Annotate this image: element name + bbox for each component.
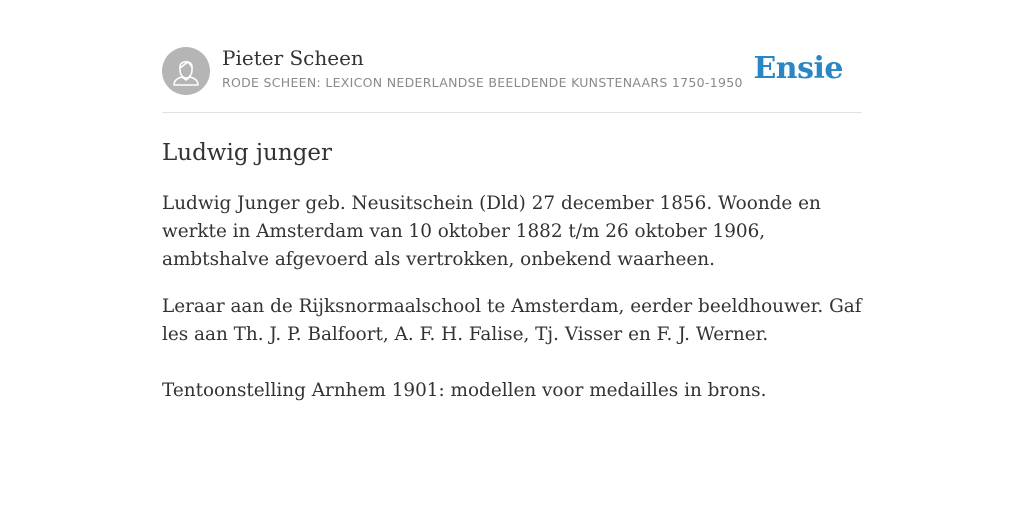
article-header	[162, 0, 862, 113]
user-silhouette-icon	[162, 47, 210, 95]
article-paragraph-1: Ludwig Junger geb. Neusitschein (Dld) 27 december 1856. Woonde en werkte in Amsterdam van 10 oktober 1882 t/m 26 oktober 1906, ambtshalve afgevoerd als vertrokken, onbekend waarheen.	[162, 193, 821, 270]
article-title: Ludwig junger	[162, 140, 332, 166]
article-paragraph-3: Tentoonstelling Arnhem 1901: modellen voor medailles in brons.	[162, 380, 767, 401]
author-avatar[interactable]	[162, 47, 210, 95]
source-title[interactable]: RODE SCHEEN: LEXICON NEDERLANDSE BEELDENDE KUNSTENAARS 1750-1950	[222, 75, 743, 90]
brand-logo[interactable]: Ensie	[753, 51, 843, 86]
article-paragraph-2: Leraar aan de Rijksnormaalschool te Amsterdam, eerder beeldhouwer. Gaf les aan Th. J. P. Balfoort, A. F. H. Falise, Tj. Visser en F. J. Werner.	[162, 296, 862, 345]
author-name[interactable]: Pieter Scheen	[222, 46, 364, 70]
article-card	[162, 0, 862, 401]
